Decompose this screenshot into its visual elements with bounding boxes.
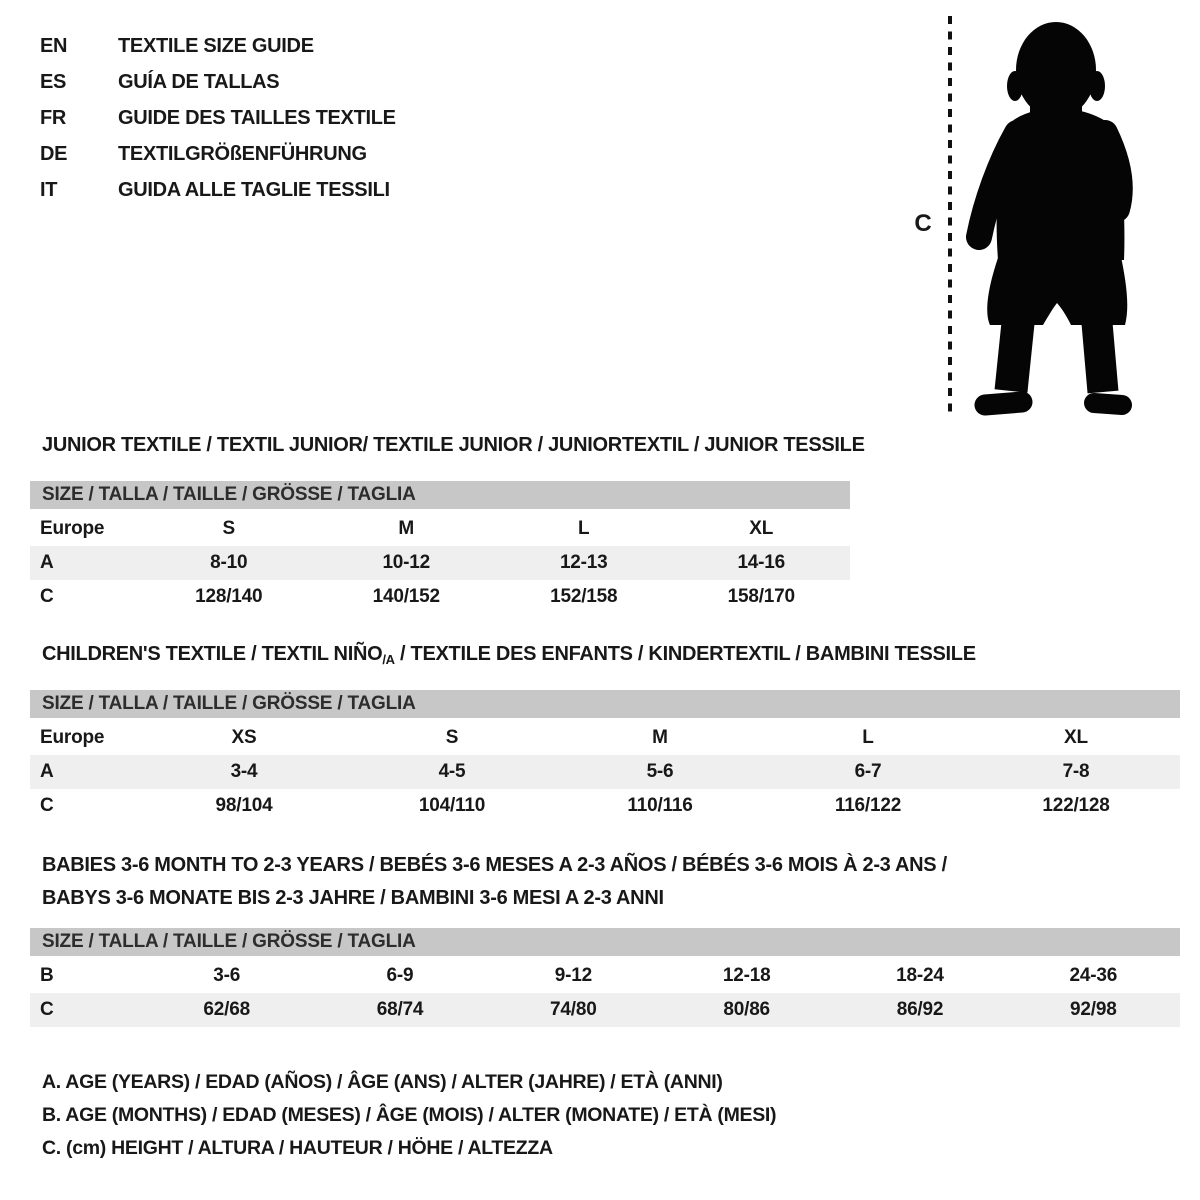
lang-title: TEXTILGRÖßENFÜHRUNG <box>118 142 367 165</box>
junior-section-title: JUNIOR TEXTILE / TEXTIL JUNIOR/ TEXTILE JUNIOR / JUNIORTEXTIL / JUNIOR TESSILE <box>42 434 865 456</box>
size-header-bar: SIZE / TALLA / TAILLE / GRÖSSE / TAGLIA <box>30 928 1180 956</box>
measure-legend <box>42 1066 776 1165</box>
table-cell: 62/68 <box>203 999 250 1020</box>
lang-row-de <box>40 136 396 172</box>
children-section-title <box>42 643 976 667</box>
table-row-height <box>30 580 850 614</box>
lang-row-fr <box>40 100 396 136</box>
lang-code: DE <box>40 142 68 165</box>
table-cell: 116/122 <box>834 795 902 816</box>
lang-title: GUIDA ALLE TAGLIE TESSILI <box>118 178 390 201</box>
table-cell: 9-12 <box>554 965 592 986</box>
row-label: Europe <box>40 518 105 539</box>
table-row-europe <box>30 512 850 546</box>
table-cell: 3-6 <box>213 965 241 986</box>
lang-title: GUÍA DE TALLAS <box>118 70 280 93</box>
table-cell: 12-13 <box>559 552 608 573</box>
table-cell: 140/152 <box>372 586 440 607</box>
language-title-list <box>40 28 396 208</box>
row-label: B <box>40 965 54 986</box>
table-cell: 7-8 <box>1062 761 1090 782</box>
table-cell: XS <box>231 727 257 748</box>
table-cell: 12-18 <box>722 965 771 986</box>
lang-title: GUIDE DES TAILLES TEXTILE <box>118 106 396 129</box>
row-label: A <box>40 761 54 782</box>
lang-row-es <box>40 64 396 100</box>
table-cell: XL <box>749 518 774 539</box>
table-cell: 10-12 <box>382 552 431 573</box>
table-cell: 98/104 <box>215 795 273 816</box>
row-label: C <box>40 795 54 816</box>
lang-code: FR <box>40 106 67 129</box>
table-cell: 68/74 <box>376 999 424 1020</box>
table-row-age <box>30 755 1180 789</box>
lang-title: TEXTILE SIZE GUIDE <box>118 34 314 57</box>
table-cell: 152/158 <box>550 586 618 607</box>
table-row-height <box>30 993 1180 1027</box>
children-title-suffix: / TEXTILE DES ENFANTS / KINDERTEXTIL / BAMBINI TESSILE <box>394 643 976 665</box>
table-cell: 86/92 <box>896 999 944 1020</box>
legend-age-years: A. AGE (YEARS) / EDAD (AÑOS) / ÂGE (ANS) / ALTER (JAHRE) / ETÀ (ANNI) <box>42 1071 723 1093</box>
lang-row-it <box>40 172 396 208</box>
table-cell: 3-4 <box>230 761 258 782</box>
table-cell: 18-24 <box>896 965 944 986</box>
table-cell: 6-9 <box>386 965 414 986</box>
table-cell: 8-10 <box>210 552 248 573</box>
table-row-europe <box>30 721 1180 755</box>
table-row-height <box>30 789 1180 823</box>
table-cell: 110/116 <box>627 795 693 816</box>
row-label: A <box>40 552 54 573</box>
size-header-bar: SIZE / TALLA / TAILLE / GRÖSSE / TAGLIA <box>30 690 1180 718</box>
table-row-age <box>30 546 850 580</box>
lang-row-en <box>40 28 396 64</box>
table-row-months <box>30 959 1180 993</box>
babies-section-title <box>42 849 947 915</box>
lang-code: EN <box>40 34 68 57</box>
table-cell: 24-36 <box>1069 965 1118 986</box>
children-size-table <box>30 690 1180 823</box>
table-cell: 128/140 <box>195 586 263 607</box>
size-header-bar: SIZE / TALLA / TAILLE / GRÖSSE / TAGLIA <box>30 481 850 509</box>
row-label: Europe <box>40 727 105 748</box>
row-label: C <box>40 586 54 607</box>
table-cell: 92/98 <box>1070 999 1117 1020</box>
toddler-silhouette-figure <box>880 0 1200 430</box>
table-cell: S <box>445 727 459 748</box>
table-cell: L <box>862 727 874 748</box>
lang-code: IT <box>40 178 58 201</box>
table-cell: XL <box>1064 727 1088 748</box>
babies-title-line2: BABYS 3-6 MONATE BIS 2-3 JAHRE / BAMBINI 3-6 MESI A 2-3 ANNI <box>42 887 664 909</box>
lang-code: ES <box>40 70 67 93</box>
table-cell: 5-6 <box>646 761 674 782</box>
table-cell: 158/170 <box>727 586 795 607</box>
row-label: C <box>40 999 54 1020</box>
table-cell: 74/80 <box>550 999 597 1020</box>
table-cell: 14-16 <box>737 552 786 573</box>
toddler-silhouette-icon <box>880 0 1200 430</box>
table-cell: 104/110 <box>418 795 486 816</box>
children-title-prefix: CHILDREN'S TEXTILE / TEXTIL NIÑO <box>42 643 383 665</box>
legend-height-cm: C. (cm) HEIGHT / ALTURA / HAUTEUR / HÖHE / ALTEZZA <box>42 1137 553 1159</box>
table-cell: 80/86 <box>723 999 770 1020</box>
table-cell: M <box>398 518 415 539</box>
children-title-sub: /A <box>382 652 395 667</box>
table-cell: L <box>578 518 590 539</box>
table-cell: 4-5 <box>438 761 466 782</box>
table-cell: M <box>652 727 668 748</box>
babies-size-table <box>30 928 1180 1027</box>
legend-age-months: B. AGE (MONTHS) / EDAD (MESES) / ÂGE (MOIS) / ALTER (MONATE) / ETÀ (MESI) <box>42 1104 777 1126</box>
junior-size-table <box>30 481 850 614</box>
babies-title-line1: BABIES 3-6 MONTH TO 2-3 YEARS / BEBÉS 3-6 MESES A 2-3 AÑOS / BÉBÉS 3-6 MOIS À 2-3 ANS / <box>42 854 947 876</box>
table-cell: S <box>222 518 235 539</box>
height-measure-label: C <box>914 210 932 237</box>
table-cell: 6-7 <box>854 761 882 782</box>
table-cell: 122/128 <box>1042 795 1110 816</box>
